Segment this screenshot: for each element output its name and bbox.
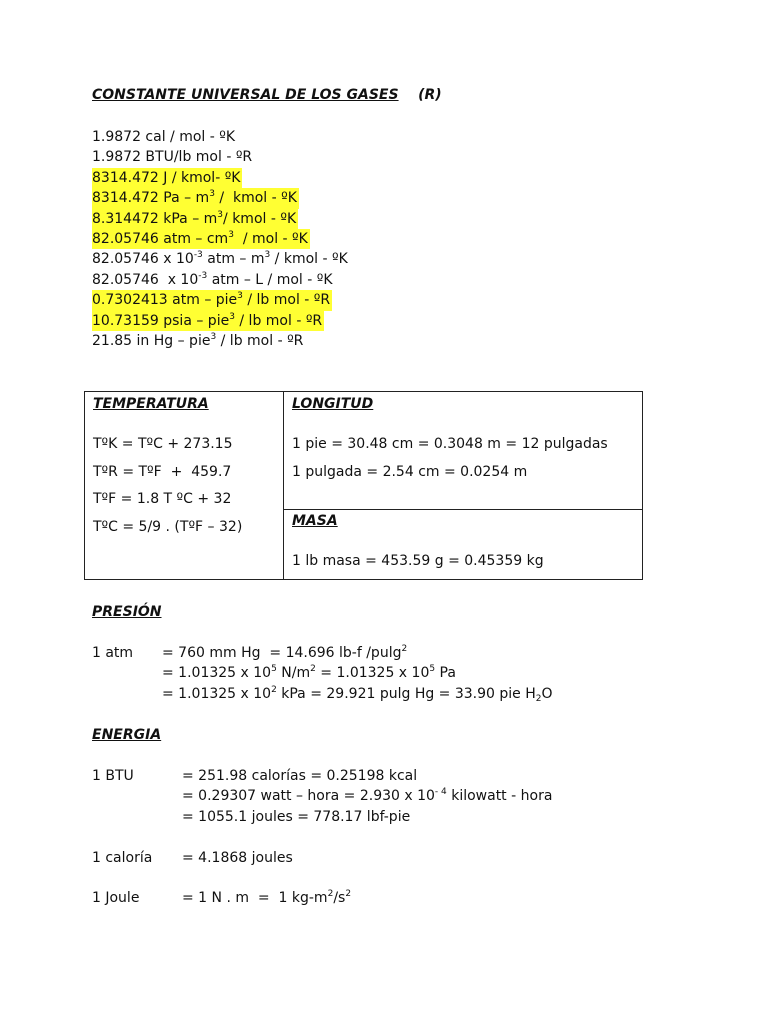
gas-constant-value: 82.05746 x $10^{-3}$ atm – L / mol - ºK [92, 270, 333, 288]
gas-constant-item [92, 290, 350, 310]
temperatura-line: TºF = 1.8 T ºC + 32 [93, 491, 232, 507]
gas-constant-value: 8314.472 Pa – $m^3$ / kmol - ºK [92, 188, 299, 208]
energia-heading: ENERGIA [92, 727, 162, 743]
gas-constant-value: 1.9872 BTU/lb mol - ºR [92, 149, 253, 166]
btu-label: 1 BTU [92, 768, 134, 784]
longitud-line: 1 pulgada = 2.54 cm = 0.0254 m [292, 464, 528, 480]
gas-constant-value: 8.314472 kPa – $m^3/$ kmol - ºK [92, 209, 298, 229]
gas-constant-value: 10.73159 psia – pie$^3$ / lb mol - ºR [92, 311, 324, 331]
temperatura-line: TºR = TºF + 459.7 [93, 464, 232, 480]
gas-constant-item [92, 331, 350, 351]
caloria-line: = 4.1868 joules [182, 850, 293, 866]
gas-constant-item [92, 127, 350, 147]
btu-line-1: = 251.98 calorías = 0.25198 kcal [182, 768, 418, 784]
btu-line-2: = 0.29307 watt – hora = 2.930 x $10^{- 4}$ kilowatt - hora [182, 787, 553, 804]
presion-label: 1 atm [92, 645, 134, 661]
longitud-line: 1 pie = 30.48 cm = 0.3048 m = 12 pulgadas [292, 436, 608, 452]
presion-line-1: = 760 mm Hg = 14.696 lb-f /pulg$^2$ [162, 644, 408, 661]
gas-constant-value: 82.05746 atm – $cm^3$ / mol - ºK [92, 229, 310, 249]
joule-line: = 1 N . m = 1 $kg-m^2/s^2$ [182, 889, 352, 906]
units-table [84, 391, 643, 580]
title-symbol: (R) [418, 87, 442, 103]
btu-line-3: = 1055.1 joules = 778.17 lbf-pie [182, 809, 411, 825]
title-main: CONSTANTE UNIVERSAL DE LOS GASES [92, 87, 399, 103]
longitud-heading: LONGITUD [292, 396, 374, 412]
gas-constant-item [92, 311, 350, 331]
gas-constant-item [92, 229, 350, 249]
gas-constant-item [92, 188, 350, 208]
presion-heading: PRESIÓN [92, 604, 162, 620]
temperatura-line: TºC = 5/9 . (TºF – 32) [93, 519, 243, 535]
gas-constant-list [92, 127, 350, 351]
gas-constant-value: 82.05746 x $10^{-3}$ atm – $m^3$ / kmol - ºK [92, 250, 348, 268]
temperatura-line: TºK = TºC + 273.15 [93, 436, 233, 452]
masa-heading: MASA [292, 513, 338, 529]
gas-constant-item [92, 209, 350, 229]
gas-constant-value: 8314.472 J / kmol- ºK [92, 168, 242, 188]
gas-constant-item [92, 270, 350, 290]
gas-constant-item [92, 249, 350, 269]
caloria-label: 1 caloría [92, 850, 153, 866]
presion-line-2: = 1.01325 x $10^5$ $N/m^2 = 1.01325$ x $10^5$ Pa [162, 664, 456, 681]
joule-label: 1 Joule [92, 890, 140, 906]
gas-constant-item [92, 168, 350, 188]
gas-constant-item [92, 147, 350, 167]
table-horizontal-divider [283, 509, 642, 510]
gas-constant-value: 21.85 in Hg – pie$^3$ / lb mol - ºR [92, 331, 304, 349]
table-vertical-divider [283, 392, 284, 579]
masa-line: 1 lb masa = 453.59 g = 0.45359 kg [292, 553, 544, 569]
presion-line-3: = 1.01325 x $10^2$ kPa = 29.921 pulg Hg = 33.90 pie $H_2O$ [162, 685, 553, 704]
temperatura-heading: TEMPERATURA [93, 396, 209, 412]
gas-constant-value: 1.9872 cal / mol - ºK [92, 129, 236, 145]
page-title [92, 87, 442, 103]
gas-constant-value: 0.7302413 atm – pie$^3$ / lb mol - ºR [92, 290, 332, 310]
